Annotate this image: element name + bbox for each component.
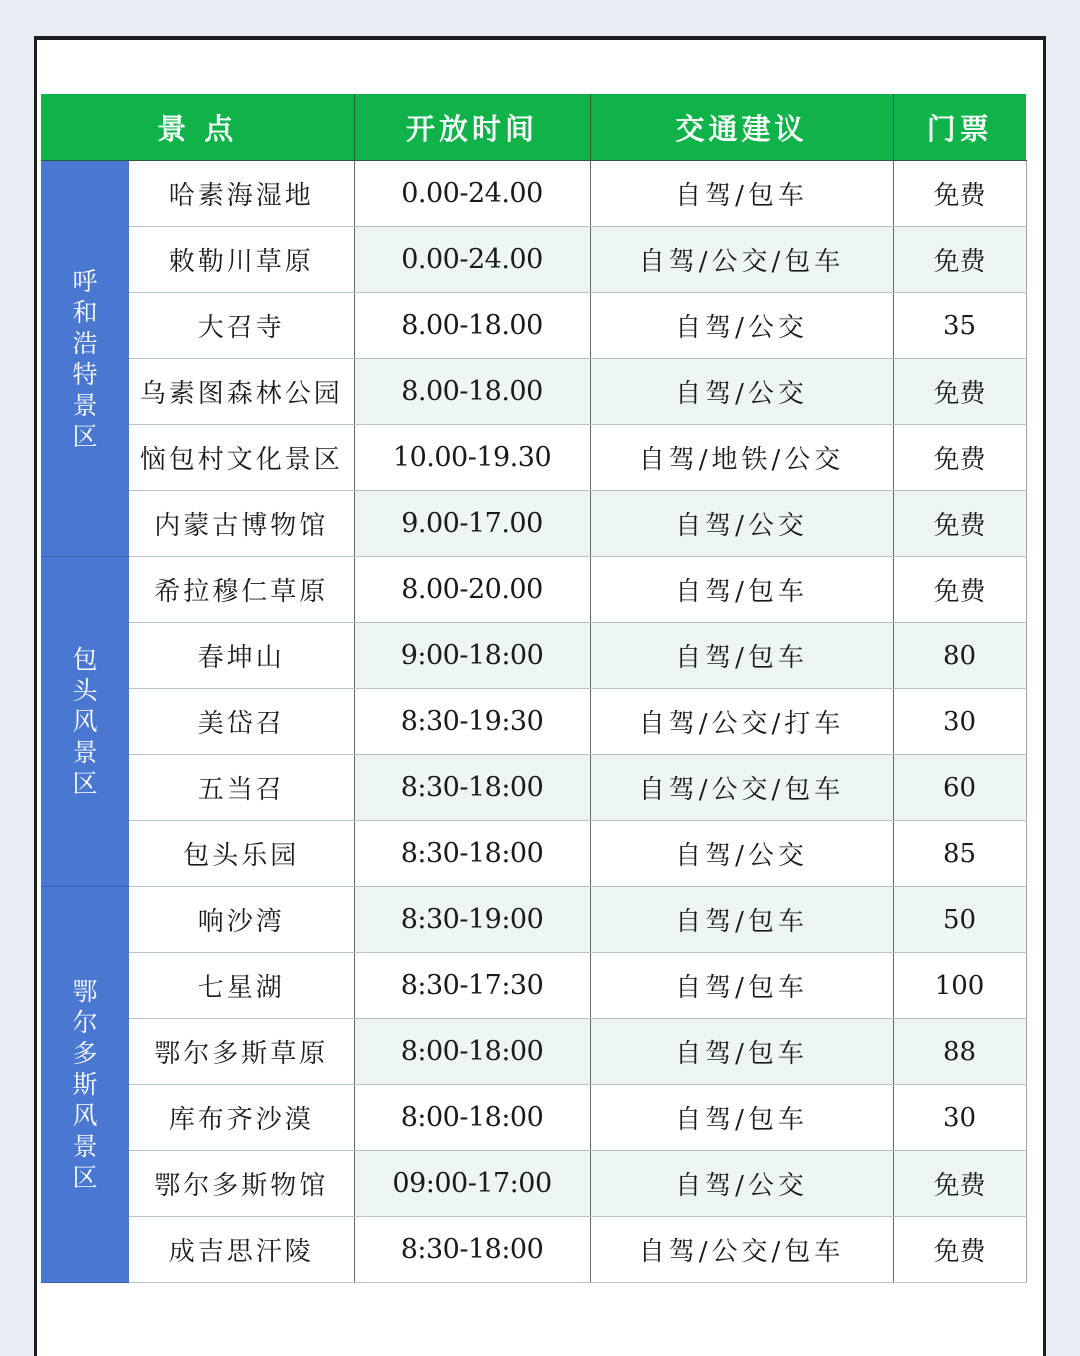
spot-name: 鄂尔多斯草原 <box>129 1019 354 1085</box>
open-hours: 8:30-19:00 <box>354 887 590 953</box>
spot-name: 内蒙古博物馆 <box>129 491 354 557</box>
table-row <box>41 1085 1026 1151</box>
region-label-cell <box>41 887 129 1283</box>
transport-advice: 自驾/包车 <box>590 557 893 623</box>
open-hours: 8.00-18.00 <box>354 293 590 359</box>
table-row <box>41 623 1026 689</box>
ticket-price: 85 <box>893 821 1026 887</box>
region-label-cell <box>41 557 129 887</box>
open-hours: 0.00-24.00 <box>354 227 590 293</box>
open-hours: 8:00-18:00 <box>354 1085 590 1151</box>
spot-name: 库布齐沙漠 <box>129 1085 354 1151</box>
header-hours: 开放时间 <box>354 94 590 161</box>
transport-advice: 自驾/公交/包车 <box>590 755 893 821</box>
table-row <box>41 689 1026 755</box>
transport-advice: 自驾/包车 <box>590 887 893 953</box>
open-hours: 8:30-18:00 <box>354 821 590 887</box>
ticket-price: 免费 <box>893 1151 1026 1217</box>
spot-name: 敕勒川草原 <box>129 227 354 293</box>
spot-name: 五当召 <box>129 755 354 821</box>
transport-advice: 自驾/包车 <box>590 1085 893 1151</box>
open-hours: 8:30-19:30 <box>354 689 590 755</box>
transport-advice: 自驾/包车 <box>590 953 893 1019</box>
transport-advice: 自驾/包车 <box>590 1019 893 1085</box>
table-row <box>41 821 1026 887</box>
transport-advice: 自驾/公交 <box>590 293 893 359</box>
header-spot: 景 点 <box>41 94 354 161</box>
region-label-cell <box>41 161 129 557</box>
open-hours: 8:30-17:30 <box>354 953 590 1019</box>
spot-name: 大召寺 <box>129 293 354 359</box>
spot-name: 成吉思汗陵 <box>129 1217 354 1283</box>
ticket-price: 免费 <box>893 161 1026 227</box>
transport-advice: 自驾/包车 <box>590 161 893 227</box>
open-hours: 10.00-19.30 <box>354 425 590 491</box>
open-hours: 8.00-20.00 <box>354 557 590 623</box>
spot-name: 七星湖 <box>129 953 354 1019</box>
ticket-price: 30 <box>893 1085 1026 1151</box>
transport-advice: 自驾/公交 <box>590 821 893 887</box>
ticket-price: 35 <box>893 293 1026 359</box>
region-label: 包头风景区 <box>72 645 98 798</box>
transport-advice: 自驾/地铁/公交 <box>590 425 893 491</box>
open-hours: 8:00-18:00 <box>354 1019 590 1085</box>
transport-advice: 自驾/公交/包车 <box>590 1217 893 1283</box>
spot-name: 哈素海湿地 <box>129 161 354 227</box>
spot-name: 包头乐园 <box>129 821 354 887</box>
transport-advice: 自驾/公交/包车 <box>590 227 893 293</box>
table-row <box>41 1151 1026 1217</box>
open-hours: 9.00-17.00 <box>354 491 590 557</box>
table-row <box>41 755 1026 821</box>
spot-name: 希拉穆仁草原 <box>129 557 354 623</box>
open-hours: 09:00-17:00 <box>354 1151 590 1217</box>
ticket-price: 60 <box>893 755 1026 821</box>
table-row <box>41 887 1026 953</box>
spot-name: 恼包村文化景区 <box>129 425 354 491</box>
ticket-price: 免费 <box>893 227 1026 293</box>
ticket-price: 50 <box>893 887 1026 953</box>
table-row <box>41 1217 1026 1283</box>
ticket-price: 免费 <box>893 425 1026 491</box>
transport-advice: 自驾/公交 <box>590 491 893 557</box>
table-row <box>41 293 1026 359</box>
table-row <box>41 953 1026 1019</box>
table-row <box>41 491 1026 557</box>
ticket-price: 免费 <box>893 359 1026 425</box>
open-hours: 8:30-18:00 <box>354 755 590 821</box>
ticket-price: 100 <box>893 953 1026 1019</box>
spot-name: 鄂尔多斯物馆 <box>129 1151 354 1217</box>
open-hours: 9:00-18:00 <box>354 623 590 689</box>
table-row <box>41 227 1026 293</box>
region-label: 鄂尔多斯风景区 <box>72 977 98 1192</box>
transport-advice: 自驾/公交/打车 <box>590 689 893 755</box>
open-hours: 8.00-18.00 <box>354 359 590 425</box>
ticket-price: 80 <box>893 623 1026 689</box>
open-hours: 0.00-24.00 <box>354 161 590 227</box>
ticket-price: 免费 <box>893 1217 1026 1283</box>
spot-name: 乌素图森林公园 <box>129 359 354 425</box>
header-ticket: 门票 <box>893 94 1026 161</box>
table-row <box>41 425 1026 491</box>
region-label: 呼和浩特景区 <box>72 266 98 451</box>
table-row <box>41 1019 1026 1085</box>
table-row <box>41 557 1026 623</box>
ticket-price: 免费 <box>893 491 1026 557</box>
spot-name: 春坤山 <box>129 623 354 689</box>
header-row <box>41 94 1026 161</box>
spot-name: 响沙湾 <box>129 887 354 953</box>
transport-advice: 自驾/包车 <box>590 623 893 689</box>
ticket-price: 免费 <box>893 557 1026 623</box>
open-hours: 8:30-18:00 <box>354 1217 590 1283</box>
table-body <box>41 161 1026 1283</box>
transport-advice: 自驾/公交 <box>590 359 893 425</box>
transport-advice: 自驾/公交 <box>590 1151 893 1217</box>
attractions-table <box>41 94 1027 1283</box>
table-row <box>41 359 1026 425</box>
ticket-price: 30 <box>893 689 1026 755</box>
ticket-price: 88 <box>893 1019 1026 1085</box>
table-row <box>41 161 1026 227</box>
header-transport: 交通建议 <box>590 94 893 161</box>
spot-name: 美岱召 <box>129 689 354 755</box>
